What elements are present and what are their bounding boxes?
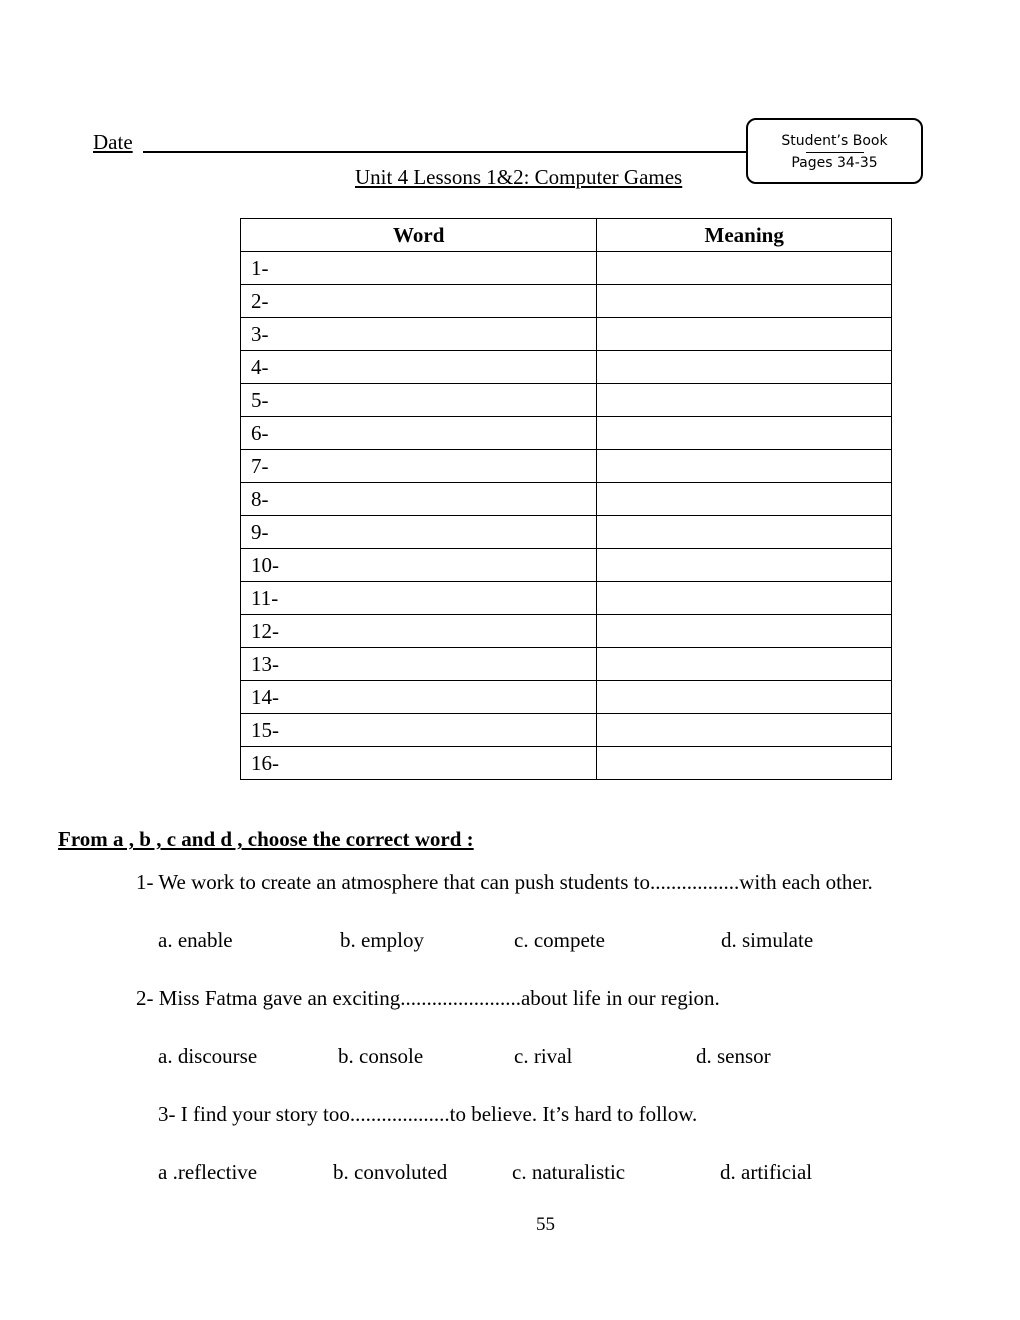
question-2-option-b[interactable]: b. console	[338, 1044, 424, 1068]
meaning-cell[interactable]	[597, 747, 892, 780]
question-3-text: 3- I find your story too...................to believe. It’s hard to follow.	[158, 1102, 698, 1126]
word-cell[interactable]: 9-	[241, 516, 597, 549]
question-1-text: 1- We work to create an atmosphere that can push students to.................with each other.	[136, 870, 873, 894]
table-row	[241, 516, 892, 549]
question-3-option-a[interactable]: a .reflective	[158, 1160, 258, 1184]
word-cell[interactable]: 5-	[241, 384, 597, 417]
meaning-cell[interactable]	[597, 318, 892, 351]
meaning-cell[interactable]	[597, 615, 892, 648]
word-cell[interactable]: 1-	[241, 252, 597, 285]
page-title: Unit 4 Lessons 1&2: Computer Games	[355, 165, 683, 189]
table-row	[241, 252, 892, 285]
table-row	[241, 714, 892, 747]
table-row	[241, 615, 892, 648]
meaning-cell[interactable]	[597, 714, 892, 747]
word-cell[interactable]: 2-	[241, 285, 597, 318]
table-row	[241, 549, 892, 582]
table-row	[241, 384, 892, 417]
question-1-option-c[interactable]: c. compete	[514, 928, 605, 952]
meaning-cell[interactable]	[597, 549, 892, 582]
word-cell[interactable]: 13-	[241, 648, 597, 681]
question-2-option-d[interactable]: d. sensor	[696, 1044, 771, 1068]
meaning-cell[interactable]	[597, 285, 892, 318]
question-1-option-a[interactable]: a. enable	[158, 928, 233, 952]
page-number: 55	[536, 1214, 555, 1235]
date-label: Date	[93, 130, 133, 154]
word-cell[interactable]: 12-	[241, 615, 597, 648]
table-row	[241, 318, 892, 351]
word-cell[interactable]: 14-	[241, 681, 597, 714]
meaning-cell[interactable]	[597, 351, 892, 384]
meaning-cell[interactable]	[597, 483, 892, 516]
table-header-row	[241, 219, 892, 252]
question-2-option-c[interactable]: c. rival	[514, 1044, 573, 1068]
meaning-cell[interactable]	[597, 417, 892, 450]
table-row	[241, 450, 892, 483]
word-cell[interactable]: 16-	[241, 747, 597, 780]
table-row	[241, 681, 892, 714]
word-cell[interactable]: 10-	[241, 549, 597, 582]
students-book-reference-box	[746, 118, 923, 184]
question-3-option-b[interactable]: b. convoluted	[333, 1160, 448, 1184]
table-row	[241, 483, 892, 516]
word-cell[interactable]: 4-	[241, 351, 597, 384]
table-row	[241, 747, 892, 780]
question-2-option-a[interactable]: a. discourse	[158, 1044, 258, 1068]
date-fill-line[interactable]	[143, 151, 746, 153]
book-box-line1: Student’s Book	[781, 133, 888, 149]
table-row	[241, 648, 892, 681]
meaning-cell[interactable]	[597, 648, 892, 681]
word-cell[interactable]: 8-	[241, 483, 597, 516]
word-cell[interactable]: 7-	[241, 450, 597, 483]
meaning-cell[interactable]	[597, 384, 892, 417]
question-2-text: 2- Miss Fatma gave an exciting.......................about life in our region.	[136, 986, 720, 1010]
meaning-cell[interactable]	[597, 582, 892, 615]
question-3-option-d[interactable]: d. artificial	[720, 1160, 813, 1184]
column-header-meaning: Meaning	[597, 219, 892, 252]
word-cell[interactable]: 11-	[241, 582, 597, 615]
word-cell[interactable]: 6-	[241, 417, 597, 450]
meaning-cell[interactable]	[597, 681, 892, 714]
table-row	[241, 351, 892, 384]
meaning-cell[interactable]	[597, 516, 892, 549]
column-header-word: Word	[241, 219, 597, 252]
word-cell[interactable]: 3-	[241, 318, 597, 351]
table-row	[241, 582, 892, 615]
question-1-option-b[interactable]: b. employ	[340, 928, 424, 952]
meaning-cell[interactable]	[597, 252, 892, 285]
question-1-option-d[interactable]: d. simulate	[721, 928, 814, 952]
question-3-option-c[interactable]: c. naturalistic	[512, 1160, 626, 1184]
vocabulary-table	[240, 218, 892, 780]
table-row	[241, 285, 892, 318]
exercise-instruction: From a , b , c and d , choose the correct word :	[58, 827, 474, 851]
meaning-cell[interactable]	[597, 450, 892, 483]
word-cell[interactable]: 15-	[241, 714, 597, 747]
table-row	[241, 417, 892, 450]
book-box-line2: Pages 34-35	[791, 155, 878, 171]
